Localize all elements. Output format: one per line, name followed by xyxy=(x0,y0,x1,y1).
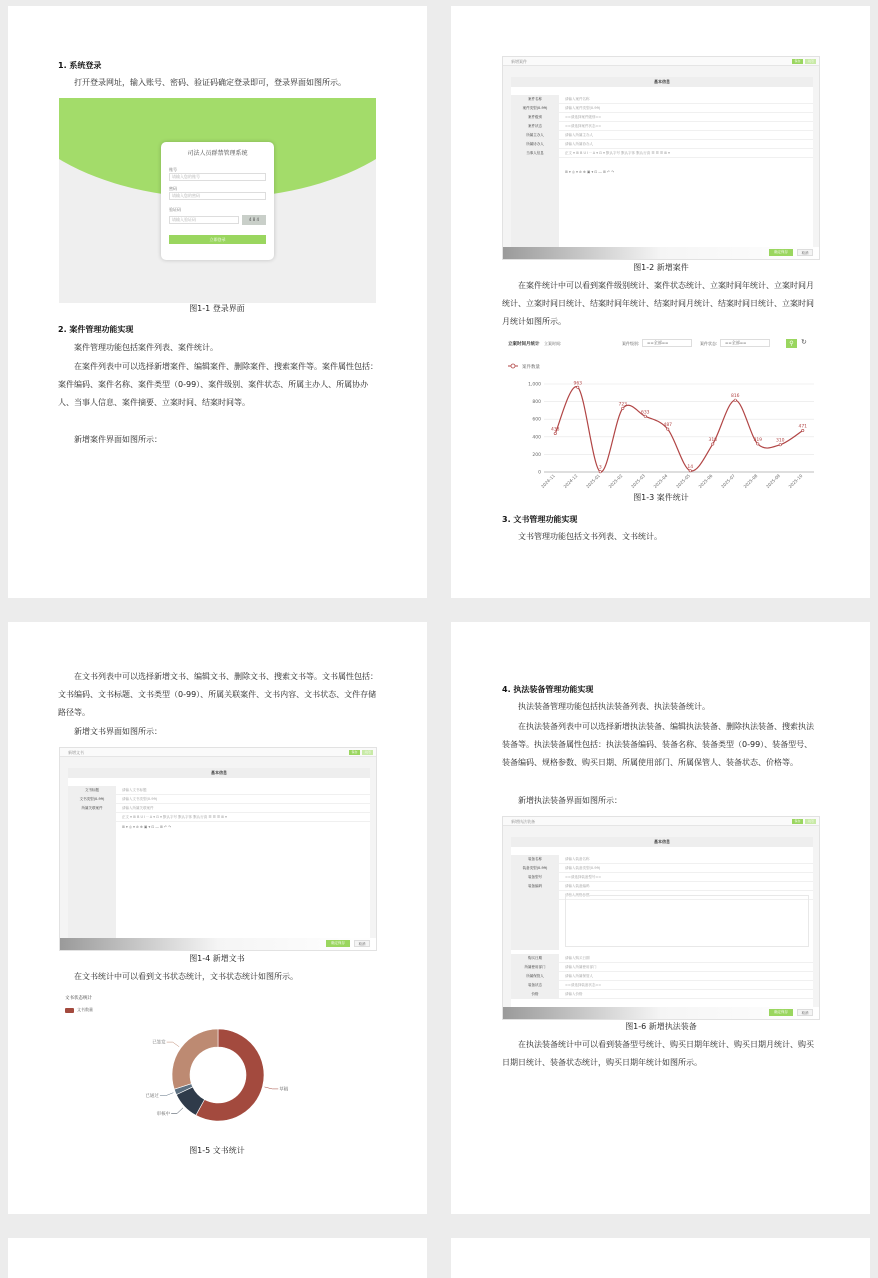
form-row-input[interactable]: 请输入价格 xyxy=(565,992,583,996)
data-point xyxy=(689,470,691,472)
close-top-button[interactable]: 关闭 xyxy=(805,59,816,64)
form-row xyxy=(511,113,813,122)
password-label: 密码 xyxy=(169,186,177,191)
page-3 xyxy=(8,622,427,1214)
form-row xyxy=(511,131,813,140)
slice-label: 已签发 xyxy=(152,1040,166,1046)
data-point xyxy=(734,399,736,401)
cancel-button[interactable]: 取消 xyxy=(797,1009,813,1016)
form-row-input[interactable]: 请输入所属使用部门 xyxy=(565,965,597,969)
refresh-icon[interactable]: ↻ xyxy=(801,338,807,346)
document-stat-chart xyxy=(59,992,377,1142)
breadcrumb: 新增案件 xyxy=(503,57,819,66)
x-tick-label: 2025-07 xyxy=(720,473,736,490)
form-row-input[interactable]: 请输入所属协办人 xyxy=(565,142,593,146)
slice-leader-line xyxy=(171,1108,183,1113)
x-tick-label: 2025-02 xyxy=(607,473,624,490)
y-tick-label: 800 xyxy=(532,400,541,406)
form-row-input[interactable]: 请输入装备类型(0-99) xyxy=(565,866,601,870)
password-input[interactable]: 请输入您的密码 xyxy=(169,192,266,200)
page-1 xyxy=(8,6,427,598)
form-row-label: 所属主办人 xyxy=(511,131,559,140)
new-document-screenshot xyxy=(59,747,377,951)
form-row xyxy=(511,855,813,864)
form-row-label: 装备编码 xyxy=(511,882,559,891)
heading-document-management: 3. 文书管理功能实现 xyxy=(502,515,578,524)
paragraph: 在案件列表中可以选择新增案件、编辑案件、删除案件、搜索案件等。案件属性包括：案件编码、案件名称、案件类型（0-99）、案件级别、案件状态、所属主办人、所属协办人、当事人信息、案件摘要、立案时间、结案时间等。 xyxy=(58,362,378,407)
form-row-label: 文书类型(0-99) xyxy=(68,795,116,804)
y-tick-label: 1,000 xyxy=(528,382,541,388)
confirm-save-button[interactable]: 确定保存 xyxy=(769,1009,793,1016)
account-input[interactable]: 请输入您的账号 xyxy=(169,173,266,181)
form-row xyxy=(511,140,813,149)
series-line xyxy=(555,387,803,472)
caption: 图1-5 文书统计 xyxy=(189,1146,245,1155)
heading-system-login: 1. 系统登录 xyxy=(58,61,102,70)
paragraph: 打开登录网址，输入账号、密码、验证码确定登录即可，登录界面如图所示。 xyxy=(74,78,346,87)
paragraph: 在文书列表中可以选择新增文书、编辑文书、删除文书、搜索文书等。文书属性包括：文书编码、文书标题、文书类型（0-99）、所属关联案件、文书内容、文书状态、文件存储路径等。 xyxy=(58,672,378,717)
y-tick-label: 0 xyxy=(538,470,541,476)
form-row xyxy=(511,981,813,990)
panel-title: 基本信息 xyxy=(68,768,370,778)
paragraph: 在案件统计中可以看到案件级别统计、案件状态统计、立案时间年统计、立案时间月统计、立案时间日统计、结案时间年统计、结案时间月统计、结案时间日统计、立案时间月统计如图所示。 xyxy=(502,281,814,326)
filter-date-label: 立案时间: xyxy=(544,341,562,346)
page-5 xyxy=(8,1238,427,1278)
login-title: 司法人员群禁管理系统 xyxy=(187,150,248,157)
form-row-label: 案件级别 xyxy=(511,113,559,122)
slice-leader-line xyxy=(264,1087,278,1089)
paragraph: 文书管理功能包括文书列表、文书统计。 xyxy=(518,532,662,541)
form-row-label: 所属使用部门 xyxy=(511,963,559,972)
slice-label: 草稿 xyxy=(279,1087,289,1093)
caption: 图1-3 案件统计 xyxy=(633,493,689,502)
data-point xyxy=(599,471,601,473)
form-row-input[interactable]: 请输入装备编码 xyxy=(565,884,590,888)
new-equipment-screenshot xyxy=(502,816,820,1020)
x-tick-label: 2025-03 xyxy=(630,473,646,490)
paragraph: 新增案件界面如图所示： xyxy=(74,435,162,444)
form-row-input[interactable]: ==请选择装备型号== xyxy=(565,875,602,879)
form-row-input[interactable]: 正文 ▾ ⊞ B U I ·· A ▾ ⊡ ▾ 默认字号 默认字体 默认行高 ☰ ☰ ☰ ⊞ ▾ xyxy=(565,151,670,155)
panel-title: 基本信息 xyxy=(511,837,813,847)
data-label: 723 xyxy=(618,402,628,408)
x-tick-label: 2025-09 xyxy=(765,473,781,490)
data-point xyxy=(554,432,556,434)
code-label: 验证码 xyxy=(169,207,181,212)
form-panel xyxy=(511,77,813,249)
form-row xyxy=(511,963,813,972)
slice-leader-line xyxy=(167,1042,179,1047)
form-row xyxy=(511,954,813,963)
caption: 图1-6 新增执法装备 xyxy=(625,1022,697,1031)
form-row-input[interactable]: 请输入购买日期 xyxy=(565,956,590,960)
case-stat-chart xyxy=(502,336,820,496)
heading-case-management: 2. 案件管理功能实现 xyxy=(58,325,134,334)
data-point xyxy=(667,428,669,430)
search-icon[interactable]: ⚲ xyxy=(786,339,797,348)
form-row-input[interactable]: 请输入规格参数 xyxy=(565,893,590,897)
data-label: 963 xyxy=(573,381,583,387)
paragraph: 执法装备管理功能包括执法装备列表、执法装备统计。 xyxy=(518,702,710,711)
data-label: 319 xyxy=(753,437,763,443)
data-point xyxy=(577,386,579,388)
form-row-input[interactable]: 请输入所属关联案件 xyxy=(122,806,154,810)
paragraph: 在执法装备统计中可以看到装备型号统计、购买日期年统计、购买日期月统计、购买日期日统计、装备状态统计，购买日期年统计如图所示。 xyxy=(502,1040,814,1067)
form-row-input[interactable]: 请输入文书标题 xyxy=(122,788,147,792)
form-row xyxy=(511,104,813,113)
form-row-label: 案件名称 xyxy=(511,95,559,104)
data-point xyxy=(644,415,646,417)
data-label: 633 xyxy=(640,410,650,416)
form-row-input[interactable]: ==请选择装备状态== xyxy=(565,983,602,987)
form-row-label: 当事人信息 xyxy=(511,149,559,158)
form-row xyxy=(511,122,813,131)
editor-label-column xyxy=(511,158,559,249)
filter-level-label: 案件级别: xyxy=(622,341,640,346)
form-row-label: 案件状态 xyxy=(511,122,559,131)
slice-leader-line xyxy=(160,1093,173,1096)
paragraph: 案件管理功能包括案件列表、案件统计。 xyxy=(74,343,218,352)
form-row-input[interactable]: ==请选择案件状态== xyxy=(565,124,602,128)
paragraph: 新增执法装备界面如图所示： xyxy=(518,796,622,805)
form-row-label: 装备类型(0-99) xyxy=(511,864,559,873)
form-row xyxy=(511,882,813,891)
data-label: 318 xyxy=(708,438,718,444)
data-point xyxy=(802,429,804,431)
x-tick-label: 2025-01 xyxy=(585,473,601,490)
form-row-input[interactable]: ==请选择案件级别== xyxy=(565,115,602,119)
slice-label: 审核中 xyxy=(156,1111,171,1117)
form-row xyxy=(68,786,370,795)
x-tick-label: 2025-04 xyxy=(652,473,669,490)
breadcrumb: 新增执法装备 xyxy=(503,817,819,826)
y-tick-label: 400 xyxy=(532,435,541,441)
form-row-label: 所属协办人 xyxy=(511,140,559,149)
legend-label: 案件数量 xyxy=(522,365,540,370)
data-label: 14 xyxy=(687,464,694,470)
form-row-input[interactable]: 正文 ▾ ⊞ B U I ·· A ▾ ⊡ ▾ 默认字号 默认字体 默认行高 ☰ ☰ ☰ ⊞ ▾ xyxy=(122,815,227,819)
x-tick-label: 2025-10 xyxy=(787,473,804,490)
editor-toolbar-2[interactable]: ⊞ ▾ ◎ ▾ ⊘ ⊕ ▣ ▾ ⊡ ― ⊞ ↶ ↷ xyxy=(565,170,615,174)
form-row-input[interactable]: 请输入案件名称 xyxy=(565,97,590,101)
form-row-label: 案件类型(0-99) xyxy=(511,104,559,113)
captcha-image[interactable]: 4 8 4 xyxy=(242,215,266,225)
data-label: 3 xyxy=(598,465,602,471)
form-row-input[interactable]: 请输入装备名称 xyxy=(565,857,590,861)
spec-label-column xyxy=(511,892,559,950)
form-row xyxy=(511,864,813,873)
form-row xyxy=(511,149,813,158)
data-label: 471 xyxy=(798,424,808,430)
form-panel xyxy=(511,837,813,1009)
login-screenshot xyxy=(59,98,376,303)
save-top-button[interactable]: 保存 xyxy=(792,819,803,824)
form-row-label: 所属保管人 xyxy=(511,972,559,981)
form-row-label: 文书标题 xyxy=(68,786,116,795)
form-row-input[interactable]: 请输入文书类型(0-99) xyxy=(122,797,158,801)
data-label: 310 xyxy=(775,438,785,444)
page-2 xyxy=(451,6,870,598)
login-button[interactable]: 立即登录 xyxy=(169,235,266,244)
form-row-label: 装备状态 xyxy=(511,981,559,990)
x-tick-label: 2024-12 xyxy=(562,473,579,490)
paragraph: 新增文书界面如图所示： xyxy=(74,727,162,736)
form-row xyxy=(511,95,813,104)
form-row-label: 所属关联案件 xyxy=(68,804,116,813)
form-row-input[interactable]: 请输入案件类型(0-99) xyxy=(565,106,601,110)
filter-status-label: 案件状态: xyxy=(700,341,718,346)
line-chart-svg xyxy=(502,336,820,496)
data-point xyxy=(712,443,714,445)
code-input[interactable]: 请输入验证码 xyxy=(169,216,239,224)
form-row-label: 装备型号 xyxy=(511,873,559,882)
form-panel xyxy=(68,768,370,940)
close-top-button[interactable]: 关闭 xyxy=(805,819,816,824)
donut-title: 文书状态统计 xyxy=(65,996,92,1001)
caption: 图1-4 新增文书 xyxy=(189,954,245,963)
form-row-label: 装备名称 xyxy=(511,855,559,864)
paragraph: 在执法装备列表中可以选择新增执法装备、编辑执法装备、删除执法装备、搜索执法装备等。执法装备属性包括：执法装备编码、装备名称、装备类型（0-99）、装备型号、装备编码、规格参数、购买日期、所属使用部门、所属保管人、装备状态、价格等。 xyxy=(502,722,814,767)
y-tick-label: 200 xyxy=(532,452,541,458)
cancel-button[interactable]: 取消 xyxy=(797,249,813,256)
caption: 图1-2 新增案件 xyxy=(633,263,689,272)
legend-label[interactable]: 文书数量 xyxy=(77,1007,93,1012)
editor-label-column xyxy=(68,813,116,940)
heading-equipment-management: 4. 执法装备管理功能实现 xyxy=(502,685,594,694)
form-row xyxy=(511,990,813,999)
paragraph: 在文书统计中可以看到文书状态统计，文书状态统计如图所示。 xyxy=(74,972,298,981)
data-point xyxy=(622,407,624,409)
data-label: 438 xyxy=(550,427,560,433)
x-tick-label: 2025-06 xyxy=(697,473,714,490)
cancel-button[interactable]: 取消 xyxy=(354,940,370,947)
donut-slice xyxy=(172,1029,218,1089)
legend-marker xyxy=(511,364,515,368)
panel-title: 基本信息 xyxy=(511,77,813,87)
new-case-screenshot xyxy=(502,56,820,260)
chart-filter-title: 立案时间月统计 xyxy=(508,342,540,347)
filter-level-select[interactable]: ==全部== xyxy=(642,339,692,347)
caption: 图1-1 登录界面 xyxy=(189,304,245,313)
account-label: 账号 xyxy=(169,167,177,172)
save-top-button[interactable]: 保存 xyxy=(792,59,803,64)
spec-textarea[interactable] xyxy=(565,895,809,947)
editor-toolbar-2[interactable]: ⊞ ▾ ◎ ▾ ⊘ ⊕ ▣ ▾ ⊡ ― ⊞ ↶ ↷ xyxy=(122,825,172,829)
form-row xyxy=(68,804,370,813)
form-row-label: 价格 xyxy=(511,990,559,999)
filter-status-select[interactable]: ==全部== xyxy=(720,339,770,347)
confirm-save-button[interactable]: 确定保存 xyxy=(326,940,350,947)
donut-chart-svg xyxy=(59,992,377,1142)
form-row-label: 购买日期 xyxy=(511,954,559,963)
x-tick-label: 2024-11 xyxy=(540,473,556,490)
form-row xyxy=(68,795,370,804)
form-row xyxy=(511,873,813,882)
x-tick-label: 2025-08 xyxy=(742,473,759,490)
slice-label: 已通过 xyxy=(145,1094,159,1100)
data-label: 816 xyxy=(730,394,740,400)
form-row xyxy=(511,972,813,981)
page-6 xyxy=(451,1238,870,1278)
close-top-button[interactable]: 关闭 xyxy=(362,750,373,755)
confirm-save-button[interactable]: 确定保存 xyxy=(769,249,793,256)
page-4 xyxy=(451,622,870,1214)
breadcrumb: 新增文书 xyxy=(60,748,376,757)
login-card xyxy=(161,142,274,260)
data-label: 487 xyxy=(663,423,673,429)
x-tick-label: 2025-05 xyxy=(675,473,691,490)
y-tick-label: 600 xyxy=(532,417,541,423)
save-top-button[interactable]: 保存 xyxy=(349,750,360,755)
data-point xyxy=(757,443,759,445)
form-row-input[interactable]: 请输入所属主办人 xyxy=(565,133,593,137)
form-row-input[interactable]: 请输入所属保管人 xyxy=(565,974,593,978)
data-point xyxy=(779,444,781,446)
